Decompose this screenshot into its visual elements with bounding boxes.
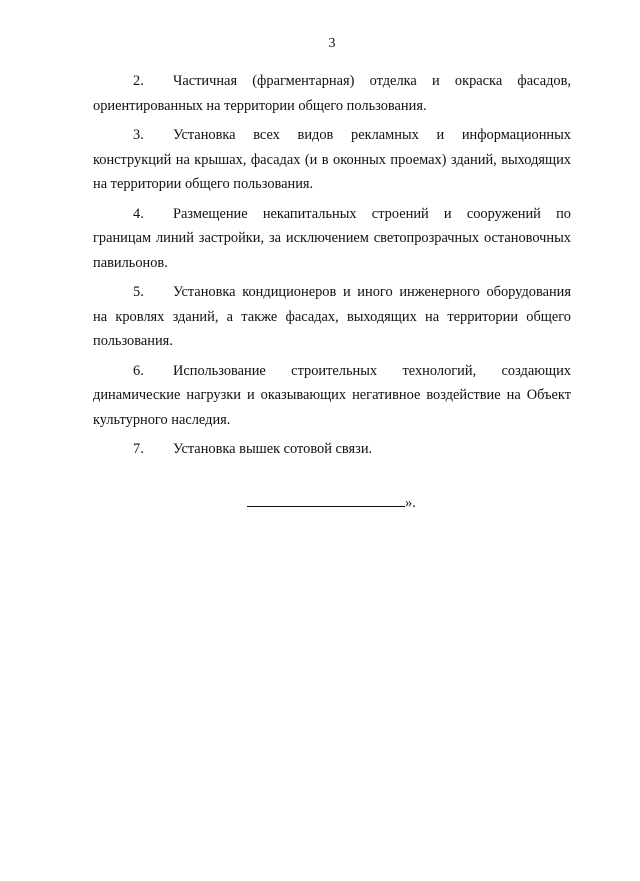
item-text: Установка всех видов рекламных и информационных конструкций на крышах, фасадах (и в оконных проемах) зданий, выходящих на территории общего пользования. [93, 127, 571, 192]
list-item [93, 280, 571, 354]
item-number: 6. [133, 362, 144, 379]
closing-mark: ». [405, 495, 416, 511]
closing-line [247, 488, 447, 515]
item-text: Установка кондиционеров и иного инженерного оборудования на кровлях зданий, а также фасадах, выходящих на территории общего пользования. [93, 284, 571, 349]
item-number: 7. [133, 441, 144, 457]
list-item [93, 202, 571, 276]
page-number: 3 [328, 36, 336, 51]
item-text: Частичная (фрагментарная) отделка и окраска фасадов, ориентированных на территории общего пользования. [93, 73, 571, 114]
list-item [93, 69, 571, 118]
item-text: Размещение некапитальных строений и сооружений по границам линий застройки, за исключением светопрозрачных остановочных павильонов. [93, 205, 571, 271]
list-item [93, 123, 571, 197]
item-number: 4. [133, 205, 144, 222]
closing-underline [247, 488, 405, 507]
item-number: 3. [133, 127, 144, 143]
list-item [93, 359, 571, 433]
list-content [93, 69, 571, 467]
item-text: Использование строительных технологий, создающих динамические нагрузки и оказывающих негативное воздействие на Объект культурного наследия. [93, 362, 571, 428]
list-item [93, 437, 571, 462]
item-number: 2. [133, 73, 144, 89]
item-number: 5. [133, 284, 144, 300]
item-text: Установка вышек сотовой связи. [173, 441, 373, 457]
